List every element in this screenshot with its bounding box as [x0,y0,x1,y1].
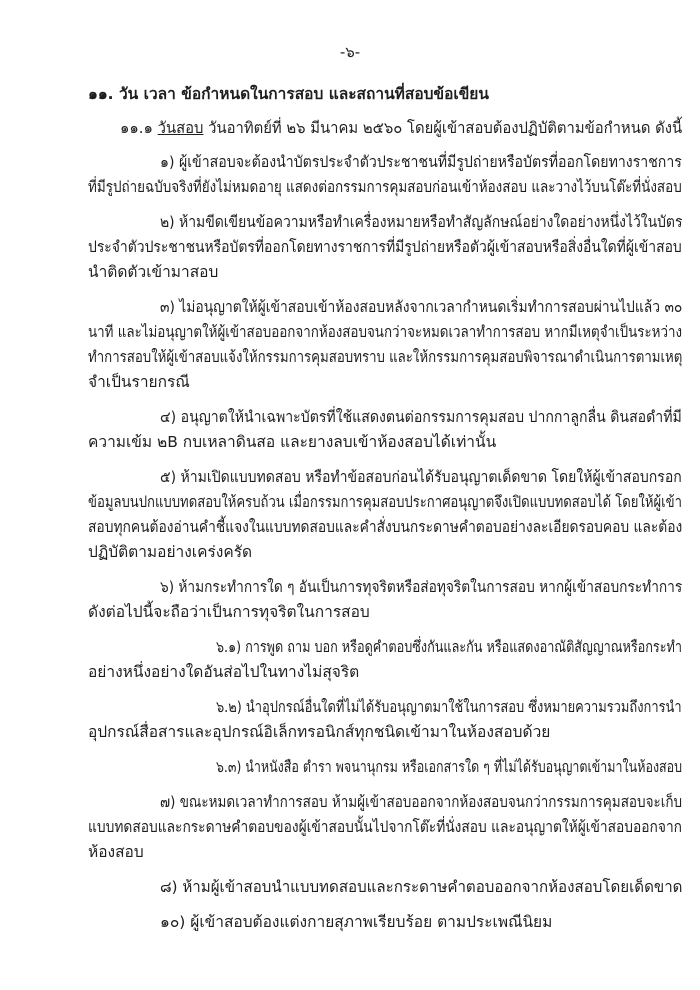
rule-5-line-2: ข้อมูลบนปกแบบทดสอบให้ครบถ้วน เมื่อกรรมการคุมสอบประกาศอนุญาตจึงเปิดแบบทดสอบได้ โดยให้ผู้เข้า [88,493,682,511]
rule-1-line-1: ๑) ผู้เข้าสอบจะต้องนำบัตรประจำตัวประชาชนที่มีรูปถ่ายหรือบัตรที่ออกโดยทางราชการ [160,153,682,171]
subsection-label: วันสอบ [157,119,204,137]
rule-7-line-1: ๗) ขณะหมดเวลาทำการสอบ ห้ามผู้เข้าสอบออกจากห้องสอบจนกว่ากรรมการคุมสอบจะเก็บ [160,793,683,811]
section-heading: ๑๑. วัน เวลา ข้อกำหนดในการสอบ และสถานที่สอบข้อเขียน [88,85,489,103]
rule-2-line-1: ๒) ห้ามขีดเขียนข้อความหรือทำเครื่องหมายหรือทำสัญลักษณ์อย่างใดอย่างหนึ่งไว้ในบัตร [160,213,683,231]
rule-2-line-3: นำติดตัวเข้ามาสอบ [88,263,219,281]
rule-3-line-4: จำเป็นรายกรณี [88,373,190,391]
rule-6-2-line-1: ๖.๒) นำอุปกรณ์อื่นใดที่ไม่ได้รับอนุญาตมาใช้ในการสอบ ซึ่งหมายความรวมถึงการนำ [216,698,682,716]
rule-4-line-2: ความเข้ม ๒B กบเหลาดินสอ และยางลบเข้าห้องสอบได้เท่านั้น [88,433,497,451]
rule-3-line-3: ทำการสอบให้ผู้เข้าสอบแจ้งให้กรรมการคุมสอบทราบ และให้กรรมการคุมสอบพิจารณาดำเนินการตามเหตุ [88,348,683,366]
rule-6-1-line-2: อย่างหนึ่งอย่างใดอันส่อไปในทางไม่สุจริต [88,663,360,681]
rule-7-line-2: แบบทดสอบและกระดาษคำตอบของผู้เข้าสอบนั้นไปจากโต๊ะที่นั่งสอบ และอนุญาตให้ผู้เข้าสอบออกจาก [88,818,683,836]
rule-6-2-line-2: อุปกรณ์สื่อสารและอุปกรณ์อิเล็กทรอนิกส์ทุกชนิดเข้ามาในห้องสอบด้วย [88,723,551,741]
subsection-number: ๑๑.๑ [120,119,153,137]
rule-1-line-2: ที่มีรูปถ่ายฉบับจริงที่ยังไม่หมดอายุ แสดงต่อกรรมการคุมสอบก่อนเข้าห้องสอบ และวางไว้บนโต๊ะที่นั่งสอบ [88,178,682,196]
subsection-line [120,118,682,138]
rule-2-line-2: ประจำตัวประชาชนหรือบัตรที่ออกโดยทางราชการที่มีรูปถ่ายหรือตัวผู้เข้าสอบหรือสิ่งอื่นใดที่ผู้เข้าสอบ [88,238,682,256]
rule-5-line-4: ปฏิบัติตามอย่างเคร่งครัด [88,543,253,561]
rule-5-line-3: สอบทุกคนต้องอ่านคำชี้แจงในแบบทดสอบและคำสั่งบนกระดาษคำตอบอย่างละเอียดรอบคอบ และต้อง [88,518,683,536]
rule-6-line-2: ดังต่อไปนี้จะถือว่าเป็นการทุจริตในการสอบ [88,603,370,621]
rule-10-line-1: ๑๐) ผู้เข้าสอบต้องแต่งกายสุภาพเรียบร้อย ตามประเพณีนิยม [160,913,553,931]
rule-6-1-line-1: ๖.๑) การพูด ถาม บอก หรือดูคำตอบซึ่งกันและกัน หรือแสดงอาณัติสัญญาณหรือกระทำ [216,638,683,656]
rule-3-line-1: ๓) ไม่อนุญาตให้ผู้เข้าสอบเข้าห้องสอบหลังจากเวลากำหนดเริ่มทำการสอบผ่านไปแล้ว ๓๐ [160,298,683,316]
subsection-text: วันอาทิตย์ที่ ๒๖ มีนาคม ๒๕๖๐ โดยผู้เข้าสอบต้องปฏิบัติตามข้อกำหนด ดังนี้ [208,119,683,137]
rule-6-line-1: ๖) ห้ามกระทำการใด ๆ อันเป็นการทุจริตหรือส่อทุจริตในการสอบ หากผู้เข้าสอบกระทำการ [160,578,683,596]
page-number: -๖- [339,43,361,61]
rule-3-line-2: นาที และไม่อนุญาตให้ผู้เข้าสอบออกจากห้องสอบจนกว่าจะหมดเวลาทำการสอบ หากมีเหตุจำเป็นระหว่าง [88,323,683,341]
rule-6-3-line-1: ๖.๓) นำหนังสือ ตำรา พจนานุกรม หรือเอกสารใด ๆ ที่ไม่ได้รับอนุญาตเข้ามาในห้องสอบ [216,758,683,776]
rule-8-line-1: ๘) ห้ามผู้เข้าสอบนำแบบทดสอบและกระดาษคำตอบออกจากห้องสอบโดยเด็ดขาด [160,878,683,896]
rule-4-line-1: ๔) อนุญาตให้นำเฉพาะบัตรที่ใช้แสดงตนต่อกรรมการคุมสอบ ปากกาลูกลื่น ดินสอดำที่มี [160,408,682,426]
rule-7-line-3: ห้องสอบ [88,843,144,861]
rule-5-line-1: ๕) ห้ามเปิดแบบทดสอบ หรือทำข้อสอบก่อนได้รับอนุญาตเด็ดขาด โดยให้ผู้เข้าสอบกรอก [160,468,682,486]
